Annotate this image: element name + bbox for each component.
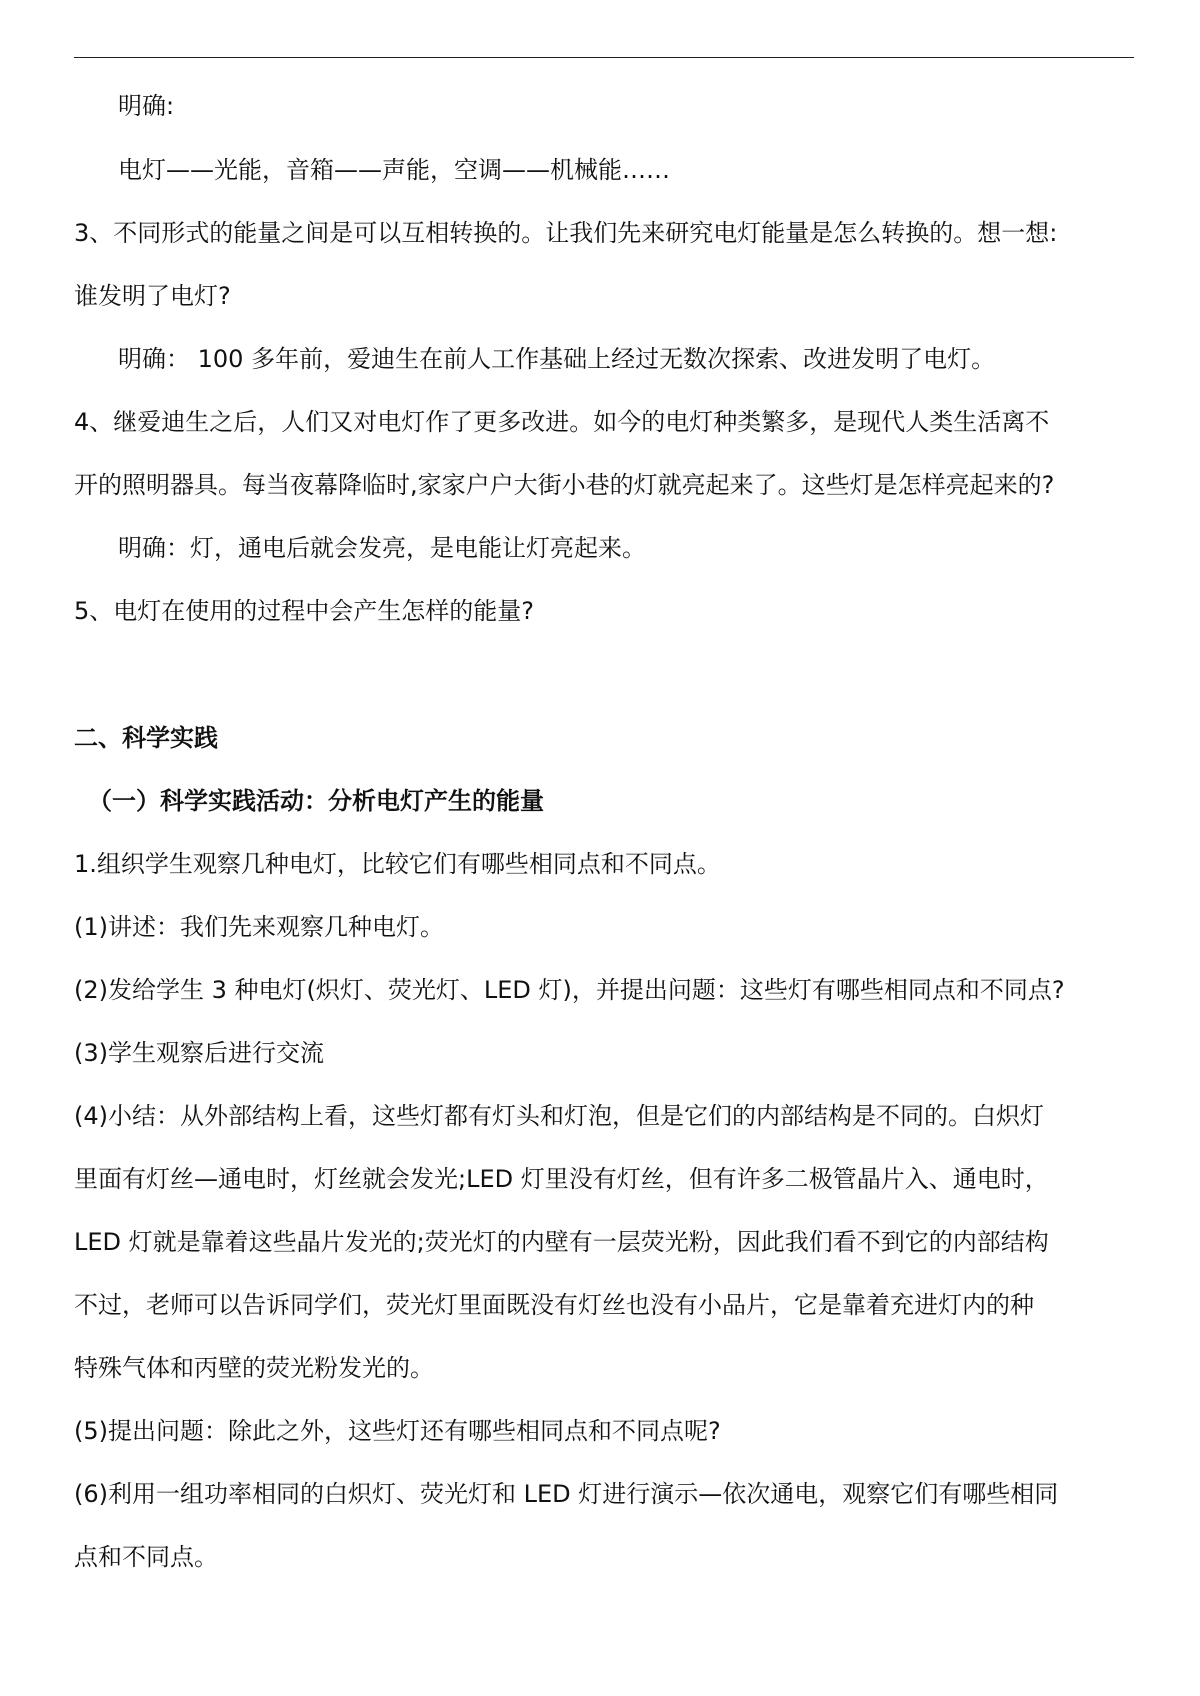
paragraph-line: 5、电灯在使用的过程中会产生怎样的能量? [74, 597, 535, 625]
paragraph-line: (6)利用一组功率相同的白炽灯、荧光灯和 LED 灯进行演示—依次通电，观察它们有哪些相同 [74, 1480, 1059, 1508]
paragraph-line: 明确: [118, 92, 175, 120]
paragraph-line: 开的照明器具。每当夜幕降临时,家家户户大街小巷的灯就亮起来了。这些灯是怎样亮起来的? [74, 471, 1055, 499]
paragraph-line: 明确： 100 多年前，爱迪生在前人工作基础上经过无数次探索、改进发明了电灯。 [118, 345, 996, 373]
section-heading: 二、科学实践 [74, 724, 218, 752]
paragraph-line: (3)学生观察后进行交流 [74, 1039, 324, 1067]
paragraph-line: (4)小结：从外部结构上看，这些灯都有灯头和灯泡，但是它们的内部结构是不同的。白炽灯 [74, 1102, 1044, 1130]
paragraph-line: 4、继爱迪生之后，人们又对电灯作了更多改进。如今的电灯种类繁多，是现代人类生活离不 [74, 408, 1050, 436]
subsection-heading: （一）科学实践活动：分析电灯产生的能量 [88, 787, 544, 815]
paragraph-line: (2)发给学生 3 种电灯(炽灯、荧光灯、LED 灯)，并提出问题：这些灯有哪些相同点和不同点? [74, 976, 1065, 1004]
paragraph-line: 特殊气体和丙壁的荧光粉发光的。 [74, 1354, 434, 1382]
paragraph-line: 点和不同点。 [74, 1543, 218, 1571]
paragraph-line: (5)提出问题：除此之外，这些灯还有哪些相同点和不同点呢? [74, 1417, 721, 1445]
paragraph-line: (1)讲述：我们先来观察几种电灯。 [74, 913, 444, 941]
paragraph-line: LED 灯就是靠着这些晶片发光的;荧光灯的内壁有一层荧光粉，因此我们看不到它的内部结构 [74, 1228, 1049, 1256]
paragraph-line: 3、不同形式的能量之间是可以互相转换的。让我们先来研究电灯能量是怎么转换的。想一想: [74, 219, 1058, 247]
paragraph-line: 谁发明了电灯? [74, 282, 231, 310]
header-rule [74, 57, 1134, 58]
paragraph-line: 明确：灯，通电后就会发亮，是电能让灯亮起来。 [118, 534, 646, 562]
paragraph-line: 不过，老师可以告诉同学们，荧光灯里面既没有灯丝也没有小品片，它是靠着充进灯内的种 [74, 1291, 1034, 1319]
paragraph-line: 电灯——光能，音箱——声能，空调——机械能…… [118, 156, 670, 184]
paragraph-line: 1.组织学生观察几种电灯，比较它们有哪些相同点和不同点。 [74, 850, 721, 878]
paragraph-line: 里面有灯丝—通电时，灯丝就会发光;LED 灯里没有灯丝，但有许多二极管晶片入、通电时， [74, 1165, 1049, 1193]
document-page [74, 0, 1134, 1696]
